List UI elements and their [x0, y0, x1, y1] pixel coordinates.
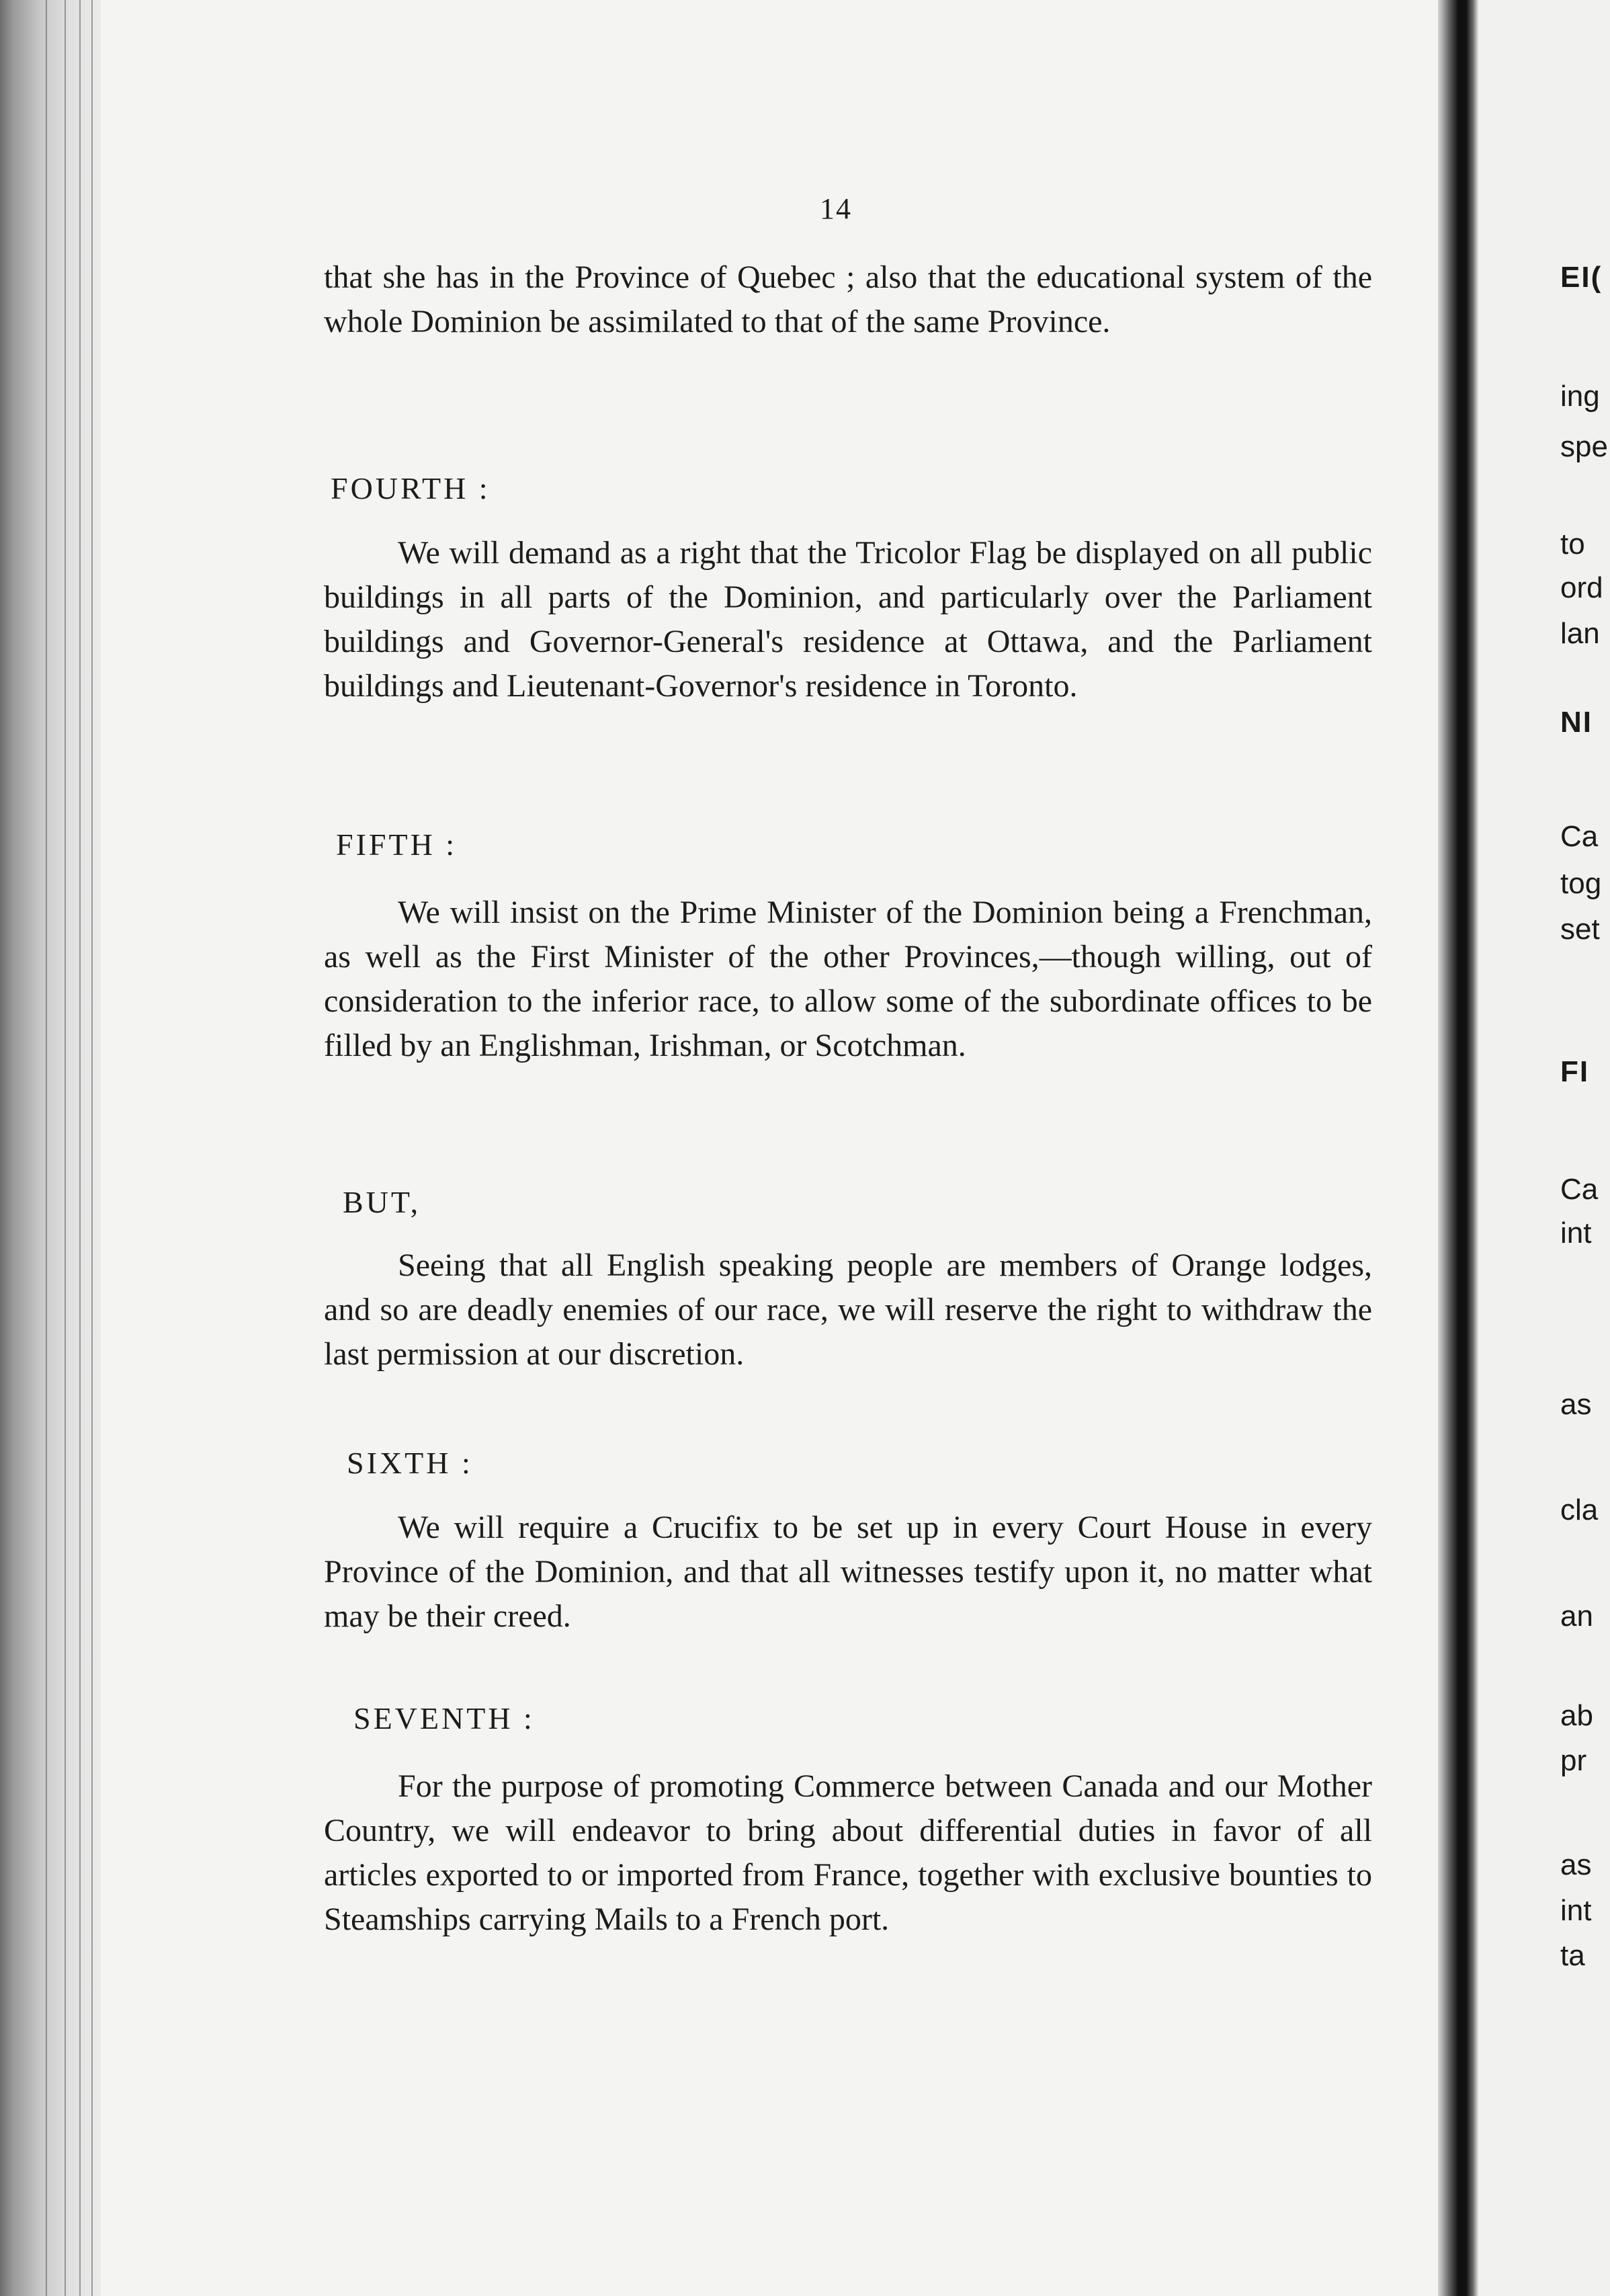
right-page-fragment: spe — [1560, 430, 1608, 463]
book-edge — [0, 0, 101, 2296]
paragraph-but: Seeing that all English speaking people are members of Orange lodges, and so are deadly enemies of our race, we will reserve the right to withdraw the last permission at our discretion. — [324, 1247, 1372, 1372]
right-page-fragment: Ca — [1560, 820, 1599, 853]
page-number: 14 — [820, 192, 852, 225]
right-page-fragment: Ca — [1560, 1173, 1599, 1206]
paragraph-seventh: For the purpose of promoting Commerce between Canada and our Mother Country, we will endeavor to bring about differential duties in favor of all articles exported to or imported from France, together with exclusive bounties to Steamships carrying Mails to a French port. — [324, 1768, 1372, 1937]
right-page-fragment: ta — [1560, 1939, 1585, 1972]
paragraph-fourth: We will demand as a right that the Tricolor Flag be displayed on all public buildings in all parts of the Dominion, and particularly over the Parliament buildings and Governor-General's residence at Ottawa, and the Parliament buildings and Lieutenant-Governor's residence in Toronto. — [324, 535, 1372, 704]
right-page-fragment: an — [1560, 1600, 1593, 1633]
right-page-fragment: set — [1560, 913, 1600, 946]
right-page-fragment: to — [1560, 528, 1585, 561]
left-page — [101, 0, 1438, 2296]
page-gutter — [1438, 0, 1478, 2296]
heading-seventh: SEVENTH : — [353, 1701, 535, 1735]
right-page-fragment: FI — [1560, 1055, 1590, 1088]
paragraph-fifth: We will insist on the Prime Minister of the Dominion being a Frenchman, as well as the First Minister of the other Provinces,—though willing, out of consideration to the inferior race, to allow some of the subordinate offices to be filled by an Englishman, Irishman, or Scotchman. — [324, 895, 1372, 1063]
heading-sixth: SIXTH : — [347, 1446, 473, 1480]
right-page-fragment: as — [1560, 1848, 1592, 1881]
heading-fifth: FIFTH : — [336, 827, 458, 862]
paragraph-intro: that she has in the Province of Quebec ; also that the educational system of the whole Dominion be assimilated to that of the same Province. — [324, 259, 1372, 339]
right-page-fragment: cla — [1560, 1493, 1599, 1526]
right-page-fragment: NI — [1560, 706, 1593, 739]
right-page-fragment: pr — [1560, 1744, 1587, 1777]
right-page-fragment: lan — [1560, 617, 1600, 650]
right-page-fragment: ing — [1560, 380, 1600, 413]
right-page-fragment: as — [1560, 1388, 1592, 1421]
right-page — [1478, 0, 1610, 2296]
heading-fourth: FOURTH : — [331, 471, 491, 505]
right-page-fragment: ab — [1560, 1699, 1593, 1732]
right-page-fragment: EI( — [1560, 261, 1603, 294]
right-page-fragment: ord — [1560, 571, 1603, 604]
paragraph-sixth: We will require a Crucifix to be set up in every Court House in every Province of the Dominion, and that all witnesses testify upon it, no matter what may be their creed. — [324, 1510, 1372, 1634]
right-page-fragment: tog — [1560, 867, 1602, 900]
right-page-fragment: int — [1560, 1894, 1592, 1927]
heading-but: BUT, — [343, 1185, 421, 1219]
right-page-fragment: int — [1560, 1217, 1592, 1249]
